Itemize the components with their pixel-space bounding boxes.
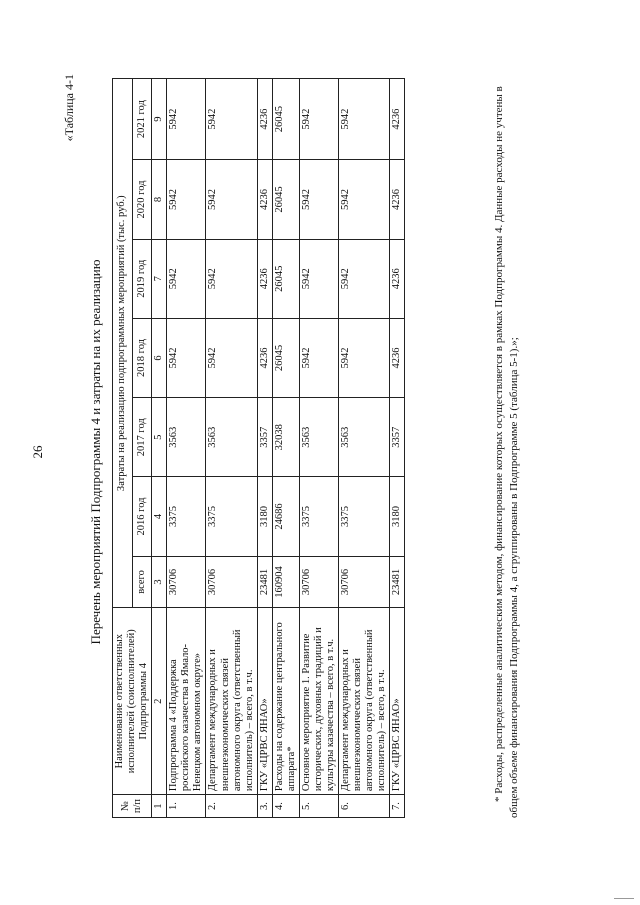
cell-2019: 26045: [272, 239, 299, 318]
header-name: Наименование ответственных исполнителей (соисполнителей) Подпрограммы 4: [113, 608, 152, 795]
cell-2019: 4236: [257, 239, 272, 318]
cell-total: 30706: [167, 556, 206, 608]
column-number: 7: [152, 239, 167, 318]
cell-total: 30706: [339, 556, 390, 608]
row-num: 4.: [272, 795, 299, 818]
cell-2019: 5942: [206, 239, 257, 318]
cell-2020: 5942: [167, 160, 206, 239]
cell-2016: 3375: [339, 477, 390, 556]
cell-2021: 5942: [339, 79, 390, 160]
cell-2021: 5942: [299, 79, 338, 160]
cell-2017: 3563: [299, 398, 338, 477]
cell-2017: 3563: [167, 398, 206, 477]
column-number: 6: [152, 318, 167, 397]
row-num: 5.: [299, 795, 338, 818]
header-costs-group: Затраты на реализацию подпрограммных мероприятий (тыс. руб.): [113, 79, 133, 608]
row-num: 7.: [390, 795, 405, 818]
cell-2018: 5942: [299, 318, 338, 397]
row-name: Департамент международных и внешнеэкономических связей автономного округа (ответственный исполнитель) – всего, в т.ч.: [339, 608, 390, 795]
table-row: [299, 79, 338, 818]
cell-total: 160904: [272, 556, 299, 608]
cell-2019: 5942: [339, 239, 390, 318]
cell-2020: 5942: [299, 160, 338, 239]
header-num: № п/п: [113, 795, 152, 818]
cell-2018: 5942: [167, 318, 206, 397]
cell-2019: 5942: [299, 239, 338, 318]
cell-2020: 4236: [257, 160, 272, 239]
table-row: [167, 79, 206, 818]
cell-2020: 5942: [206, 160, 257, 239]
row-name: ГКУ «ЦРВС ЯНАО»: [257, 608, 272, 795]
table-row: [206, 79, 257, 818]
column-number: 8: [152, 160, 167, 239]
table-row: [390, 79, 405, 818]
row-num: 1.: [167, 795, 206, 818]
column-number: 5: [152, 398, 167, 477]
cell-2018: 4236: [390, 318, 405, 397]
cell-total: 30706: [206, 556, 257, 608]
cell-2020: 5942: [339, 160, 390, 239]
cell-2016: 3375: [299, 477, 338, 556]
header-year: 2017 год: [132, 398, 152, 477]
column-number: 3: [152, 556, 167, 608]
cell-2016: 3180: [257, 477, 272, 556]
header-year: 2016 год: [132, 477, 152, 556]
table-label: «Таблица 4-1: [62, 74, 76, 142]
header-year: 2018 год: [132, 318, 152, 397]
header-total: всего: [132, 556, 152, 608]
cell-2020: 26045: [272, 160, 299, 239]
cell-2017: 3357: [390, 398, 405, 477]
cell-2017: 3563: [206, 398, 257, 477]
column-number: 1: [152, 795, 167, 818]
cell-2018: 5942: [339, 318, 390, 397]
column-number: 2: [152, 608, 167, 795]
cell-2018: 4236: [257, 318, 272, 397]
document-title: Перечень мероприятий Подпрограммы 4 и затраты на их реализацию: [88, 259, 103, 645]
row-name: ГКУ «ЦРВС ЯНАО»: [390, 608, 405, 795]
column-numbers-row: [152, 79, 167, 818]
cell-2021: 5942: [167, 79, 206, 160]
cell-2016: 3180: [390, 477, 405, 556]
cell-2021: 4236: [257, 79, 272, 160]
table-row: [257, 79, 272, 818]
program-costs-table: [112, 78, 405, 818]
cell-2018: 5942: [206, 318, 257, 397]
cell-2017: 3563: [339, 398, 390, 477]
cell-2017: 3357: [257, 398, 272, 477]
cell-2016: 24686: [272, 477, 299, 556]
row-name: Департамент международных и внешнеэкономических связей автономного округа (ответственный исполнитель) – всего, в т.ч.: [206, 608, 257, 795]
row-name: Расходы на содержание центрального аппарата*: [272, 608, 299, 795]
row-name: Основное мероприятие 1. Развитие исторических, духовных традиций и культуры казачества – всего, в т.ч.: [299, 608, 338, 795]
cell-2021: 26045: [272, 79, 299, 160]
page-number: 26: [30, 445, 45, 459]
cell-2016: 3375: [206, 477, 257, 556]
cell-2016: 3375: [167, 477, 206, 556]
cell-2021: 5942: [206, 79, 257, 160]
footnote: * Расходы, распределенные аналитическим методом, финансирование которых осуществляется в рамках Подпрограммы 4. Данные расходы не учтены в общем объеме финансирования Подпрограммы 4, а сгруппированы в Подпрограмме 5 (таблица 5-1).»;: [493, 86, 520, 818]
cell-2019: 5942: [167, 239, 206, 318]
header-year: 2021 год: [132, 79, 152, 160]
edge-divider: [614, 898, 634, 899]
column-number: 4: [152, 477, 167, 556]
table-row: [339, 79, 390, 818]
row-num: 2.: [206, 795, 257, 818]
row-num: 6.: [339, 795, 390, 818]
cell-2019: 4236: [390, 239, 405, 318]
row-num: 3.: [257, 795, 272, 818]
table-row: [272, 79, 299, 818]
cell-total: 23481: [257, 556, 272, 608]
cell-total: 23481: [390, 556, 405, 608]
cell-2021: 4236: [390, 79, 405, 160]
cell-total: 30706: [299, 556, 338, 608]
cell-2017: 32038: [272, 398, 299, 477]
rotated-document-page: [20, 26, 620, 878]
cell-2018: 26045: [272, 318, 299, 397]
header-year: 2019 год: [132, 239, 152, 318]
column-number: 9: [152, 79, 167, 160]
row-name: Подпрограмма 4 «Поддержка российского казачества в Ямало-Ненецком автономном округе»: [167, 608, 206, 795]
header-year: 2020 год: [132, 160, 152, 239]
cell-2020: 4236: [390, 160, 405, 239]
